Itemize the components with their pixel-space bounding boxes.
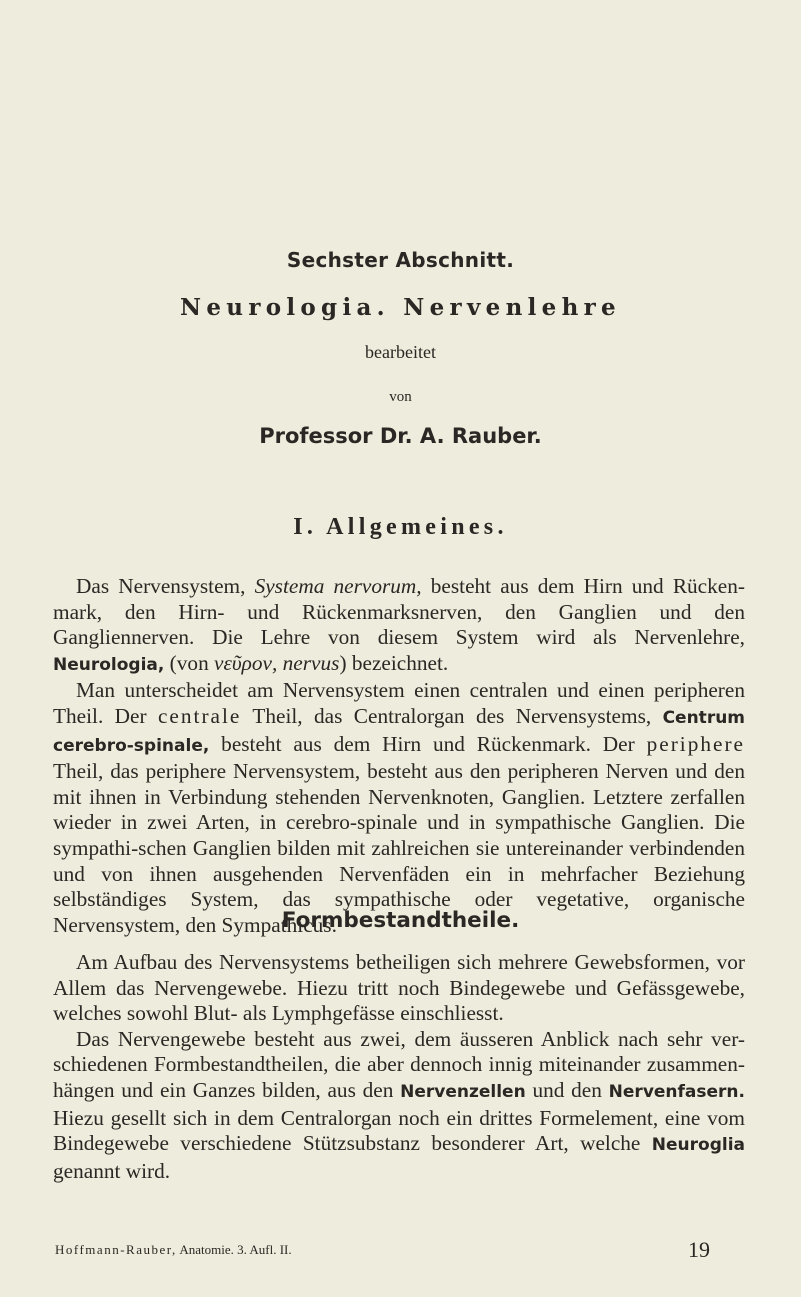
formbestandtheile-text: [53, 950, 745, 1184]
bold-term: Neuroglia: [651, 1135, 745, 1156]
paragraph-nervensystem: [53, 574, 745, 678]
page-footer: [55, 1237, 747, 1262]
bold-term: Nervenzellen: [400, 1081, 526, 1102]
text-run: Hiezu gesellt sich in dem Centralorgan noch ein drittes Formelement, eine vom Bindegewebe verschiedene Stützsubstanz besonderer Art, welche: [53, 1105, 745, 1156]
intro-text: [53, 574, 745, 938]
footer-reference: Hoffmann-Rauber,: [55, 1242, 177, 1257]
text-run: und den: [525, 1077, 609, 1102]
text-run: besteht aus dem Hirn und Rückenmark. Der: [209, 731, 647, 756]
bold-term: Neurologia,: [53, 654, 165, 675]
paragraph-aufbau: Am Aufbau des Nervensystems betheiligen sich mehrere Gewebsformen, vor Allem das Nervengewebe. Hiezu tritt noch Bindegewebe und Gefässgewebe, welches sowohl Blut- als Lymphgefässe einschliesst.: [53, 950, 745, 1026]
page-number: 19: [688, 1237, 710, 1262]
text-run: Theil, das Centralorgan des Nervensystems,: [241, 703, 663, 728]
text-run: genannt wird.: [53, 1158, 171, 1183]
section-subtitle: Neurologia. Nervenlehre: [180, 294, 621, 321]
section-heading: Sechster Abschnitt.: [286, 248, 515, 272]
author-name: Professor Dr. A. Rauber.: [259, 424, 542, 448]
latin-term: Systema nervorum,: [254, 574, 422, 598]
by-label: von: [389, 389, 412, 405]
text-run: ) bezeichnet.: [339, 650, 449, 675]
chapter-heading: I. Allgemeines.: [293, 514, 508, 540]
greek-term: νεῦρον,: [214, 650, 278, 675]
bold-term: Nervenfasern.: [608, 1081, 745, 1102]
footer-book: Anatomie. 3. Aufl. II.: [176, 1242, 292, 1257]
text-run: Theil, das periphere Nervensystem, besteht aus den peripheren Nerven und den mit ihnen in Verbindung stehenden Nervenknoten, Ganglien. Letztere zerfallen wieder in zwei Arten, in cerebro-spinale und in sympathische Ganglien. Die sympathi-schen Ganglien bilden mit zahlreichen sie untereinander verbindenden und von ihnen ausgehenden Nervenfäden ein in mehrfacher Beziehung selbständiges System, das sympathische oder vegetative, organische Nervensystem, den Sympathicus.: [53, 759, 745, 937]
spaced-term: periphere: [646, 731, 745, 756]
paragraph-nervengewebe: [53, 1027, 745, 1185]
text-run: Man unterscheidet am Nervensystem einen centralen und einen peripheren Theil. Der: [53, 678, 745, 728]
latin-term: nervus: [282, 650, 340, 675]
paragraph-theile: [53, 678, 745, 938]
text-run: Das Nervengewebe besteht aus zwei, dem äusseren Anblick nach sehr ver-schiedenen Formbestandtheilen, die aber dennoch innig miteinander zusammen-hängen und ein Ganzes bilden, aus den: [53, 1026, 745, 1102]
bold-term: Centrum cerebro-spinale,: [53, 707, 746, 756]
text-run: Das Nervensystem,: [76, 574, 255, 598]
edited-label: bearbeitet: [365, 342, 436, 362]
subheading: Formbestandtheile.: [281, 908, 520, 933]
spaced-term: centrale: [157, 703, 242, 728]
text-run: besteht aus dem Hirn und Rücken-mark, den Hirn- und Rückenmarksnerven, den Ganglien und den Gangliennerven. Die Lehre von diesem System wird als Nervenlehre,: [53, 574, 745, 650]
text-run: (von: [164, 650, 215, 675]
